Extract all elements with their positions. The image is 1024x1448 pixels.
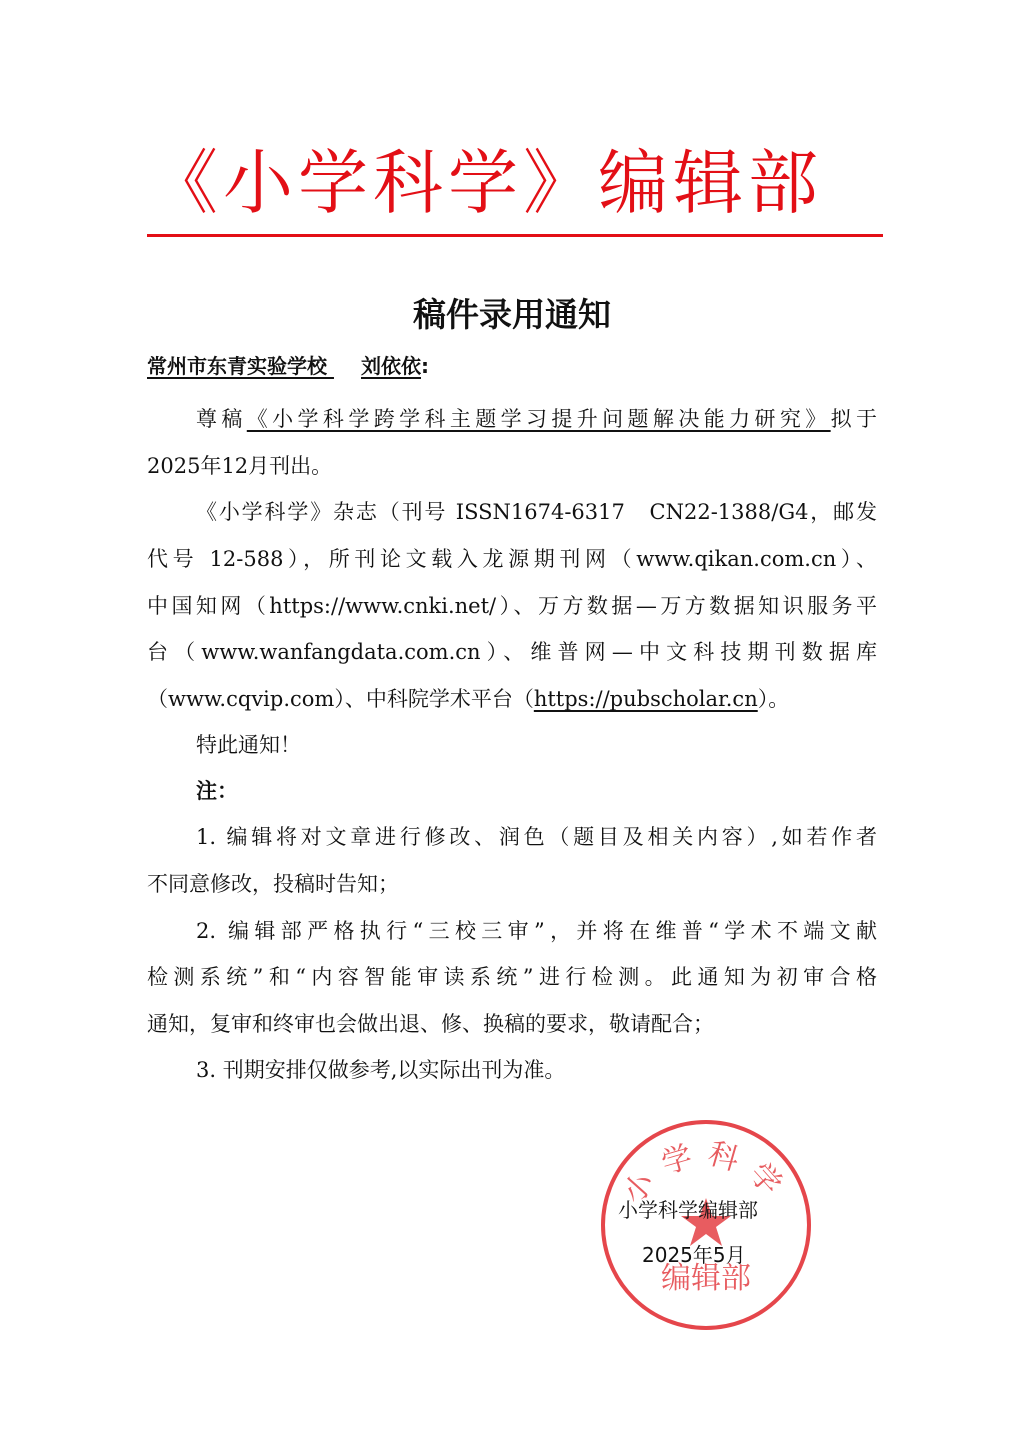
paragraph-accept-line1 [196, 403, 877, 435]
note3: 3. 刊期安排仅做参考,以实际出刊为准。 [196, 1058, 566, 1082]
accept-prefix: 尊稿 [196, 407, 247, 431]
note2-line2: 检测系统”和“内容智能审读系统”进行检测。此通知为初审合格 [147, 965, 877, 989]
signature-org: 小学科学编辑部 [618, 1198, 758, 1222]
page-title: 稿件录用通知 [413, 295, 611, 334]
journal-line5-end: ）。 [757, 687, 790, 711]
article-title: 《小学科学跨学科主题学习提升问题解决能力研究》 [246, 407, 831, 431]
note1-line2: 不同意修改，投稿时告知； [147, 872, 399, 896]
pubscholar-link[interactable]: https://pubscholar.cn [533, 687, 758, 711]
paragraph-journal-line1: 《小学科学》杂志（刊号 ISSN1674-6317 CN22-1388/G4，邮发 [196, 500, 877, 524]
header-rule [147, 234, 883, 237]
paragraph-journal-line2: 代号 12-588），所刊论文载入龙源期刊网（www.qikan.com.cn）、 [147, 547, 877, 571]
paragraph-journal-line5 [147, 683, 877, 715]
signature-date: 2025年5月 [642, 1243, 746, 1267]
note2-line1: 2. 编辑部严格执行“三校三审”，并将在维普“学术不端文献 [196, 919, 877, 943]
masthead: 《小学科学》编辑部 [148, 142, 823, 224]
paragraph-journal-line4: 台（www.wanfangdata.com.cn）、维普网—中文科技期刊数据库 [147, 640, 877, 664]
svg-text:编辑部: 编辑部 [661, 1261, 751, 1296]
journal-line5-text: （www.cqvip.com）、中科院学术平台（ [147, 687, 534, 711]
paragraph-accept-line2: 2025年12月刊出。 [147, 454, 333, 478]
svg-text:小学科学: 小学科学 [615, 1136, 797, 1212]
recipient-gap [327, 350, 361, 382]
recipient-colon: : [421, 354, 429, 378]
paragraph-journal-line3: 中国知网（https://www.cnki.net/）、万方数据—万方数据知识服务平 [147, 594, 877, 618]
note-label: 注： [196, 779, 238, 803]
recipient-name: 刘依依 [361, 354, 421, 378]
notice-closing: 特此通知！ [196, 733, 301, 757]
recipient-school: 常州市东青实验学校 [147, 354, 327, 378]
recipient [147, 350, 429, 382]
official-seal [599, 1118, 813, 1332]
note1-line1: 1. 编辑将对文章进行修改、润色（题目及相关内容）,如若作者 [196, 825, 877, 849]
accept-suffix: 拟于 [830, 407, 878, 431]
note2-line3: 通知，复审和终审也会做出退、修、换稿的要求，敬请配合； [147, 1012, 714, 1036]
